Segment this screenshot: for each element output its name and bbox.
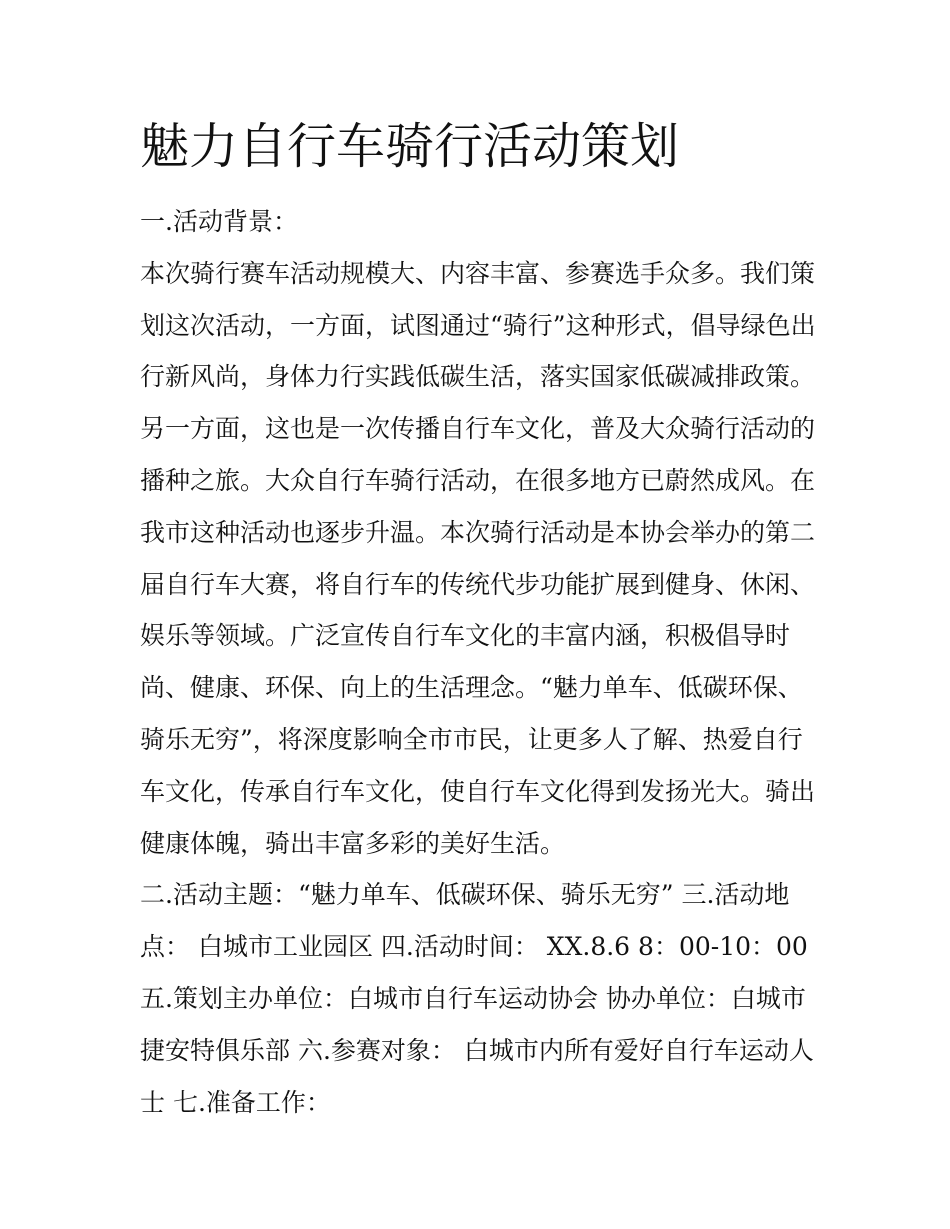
text-line: 划这次活动，一方面，试图通过“骑行”这种形式，倡导绿色出 bbox=[140, 310, 816, 340]
text-line: 车文化，传承自行车文化，使自行车文化得到发扬光大。骑出 bbox=[140, 776, 816, 806]
text-line: 届自行车大赛，将自行车的传统代步功能扩展到健身、休闲、 bbox=[140, 569, 816, 599]
text-line: 健康体魄，骑出丰富多彩的美好生活。 bbox=[140, 828, 566, 858]
document-body bbox=[140, 200, 820, 1132]
text-line: 本次骑行赛车活动规模大、内容丰富、参赛选手众多。我们策 bbox=[140, 258, 816, 288]
text-line: 行新风尚，身体力行实践低碳生活，落实国家低碳减排政策。 bbox=[140, 362, 816, 392]
text-line: 五.策划主办单位：白城市自行车运动协会 协办单位：白城市 bbox=[140, 983, 806, 1013]
text-line: 一.活动背景： bbox=[140, 207, 298, 236]
text-line: 二.活动主题：“魅力单车、低碳环保、骑乐无穷” 三.活动地 bbox=[140, 880, 790, 910]
text-line: 骑乐无穷”，将深度影响全市市民，让更多人了解、热爱自行 bbox=[140, 724, 803, 754]
text-line: 士 七.准备工作： bbox=[140, 1087, 331, 1117]
text-line: 点： 白城市工业园区 四.活动时间： XX.8.6 8：00-10：00 bbox=[140, 932, 808, 962]
text-line: 我市这种活动也逐步升温。本次骑行活动是本协会举办的第二 bbox=[140, 517, 816, 547]
text-line: 尚、健康、环保、向上的生活理念。“魅力单车、低碳环保、 bbox=[140, 673, 803, 703]
document-title: 魅力自行车骑行活动策划 bbox=[140, 118, 680, 175]
text-line: 另一方面，这也是一次传播自行车文化，普及大众骑行活动的 bbox=[140, 414, 816, 444]
text-line: 娱乐等领域。广泛宣传自行车文化的丰富内涵，积极倡导时 bbox=[140, 621, 791, 651]
text-line: 播种之旅。大众自行车骑行活动，在很多地方已蔚然成风。在 bbox=[140, 465, 816, 495]
text-line: 捷安特俱乐部 六.参赛对象： 白城市内所有爱好自行车运动人 bbox=[140, 1035, 814, 1065]
